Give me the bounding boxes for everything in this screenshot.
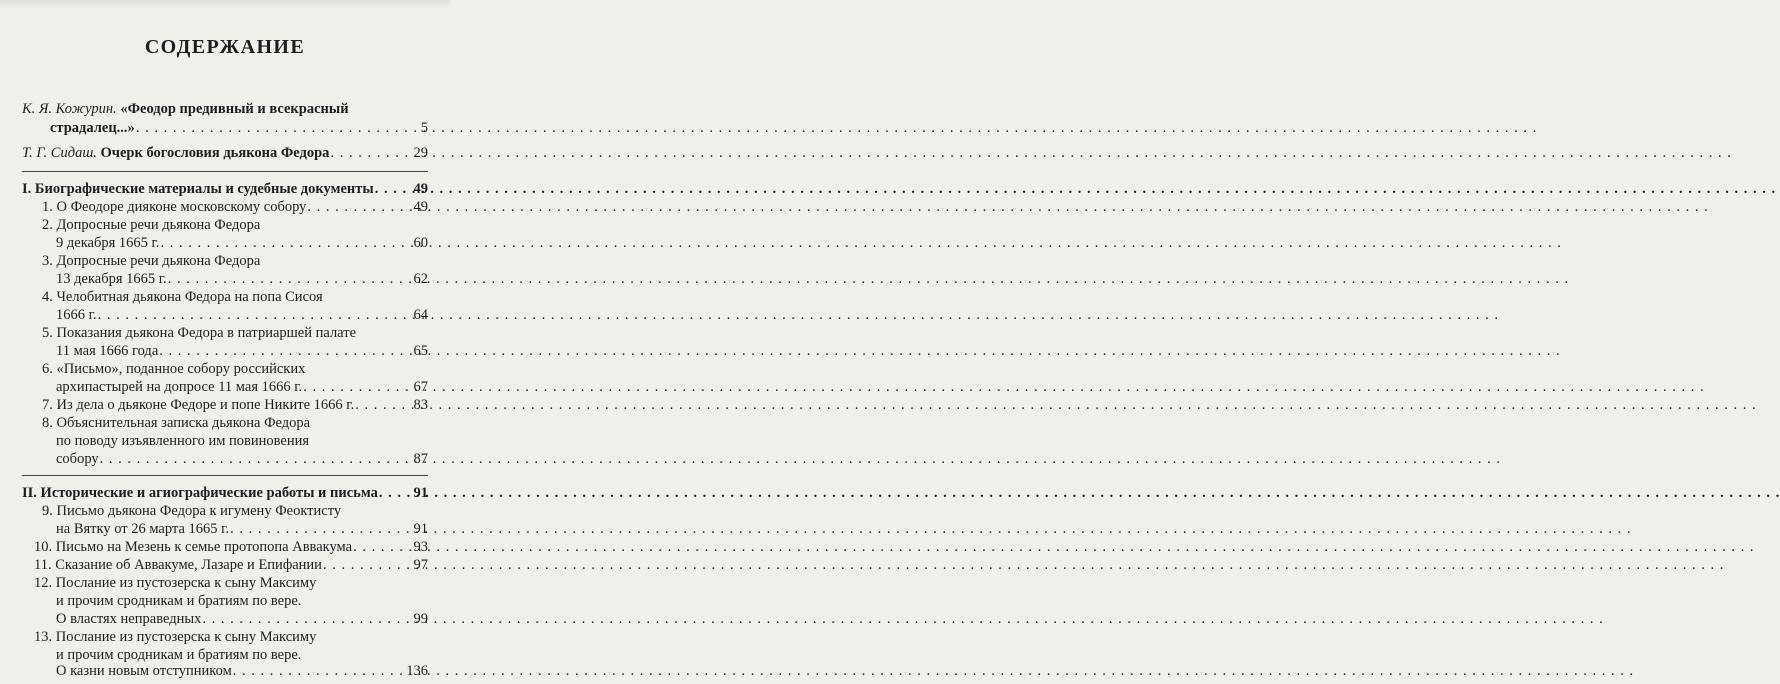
toc-item-13-line-2: и прочим сродникам и братиям по вере. xyxy=(56,647,302,663)
leader-dots xyxy=(159,342,412,360)
toc-item-6-line-2: архипастырей на допросе 11 мая 1666 г. . . . 67 xyxy=(56,378,428,396)
toc-item-9-line-1: 9. Письмо дьякона Федора к игумену Феоктисту xyxy=(42,503,342,519)
toc-item-7: 7. Из дела о дьяконе Федоре и попе Никите 1666 г. . . . 83 xyxy=(42,396,428,414)
toc-item-5-line-2: 11 мая 1666 года . . . 65 xyxy=(56,342,428,360)
book-page xyxy=(0,0,450,684)
page-number: 60 xyxy=(413,235,428,251)
toc-item-12-line-2: и прочим сродникам и братиям по вере. xyxy=(56,593,302,609)
toc-item-8-line-2: по поводу изъявленного им повиновения xyxy=(56,433,310,449)
toc-item-3-line-1: 3. Допросные речи дьякона Федора xyxy=(42,253,261,269)
toc-item-8-line-3: собору . . . 87 xyxy=(56,450,428,468)
intro-article-1-line-2: страдалец...» . . . 5 xyxy=(50,119,428,137)
page-number: 49 xyxy=(413,181,428,197)
intro-article-1-author: К. Я. Кожурин. xyxy=(22,101,117,117)
intro-article-1-title: «Феодор предивный и всекрасный xyxy=(120,101,349,117)
leader-dots xyxy=(307,198,412,216)
page-number: 136 xyxy=(406,663,428,679)
toc-item-9-line-2: на Вятку от 26 марта 1665 г. . . . 91 xyxy=(56,520,428,538)
page-number: 93 xyxy=(413,539,428,555)
intro-article-2-title: Очерк богословия дьякона Федора xyxy=(100,145,330,161)
page-number: 67 xyxy=(413,379,428,395)
section-divider xyxy=(22,475,428,476)
leader-dots xyxy=(353,538,412,556)
toc-item-4-line-2: 1666 г. . . . 64 xyxy=(56,306,428,324)
toc-item-2-line-2: 9 декабря 1665 г. . . . 60 xyxy=(56,234,428,252)
toc-item-5-line-1: 5. Показания дьякона Федора в патриаршей палате xyxy=(42,325,357,341)
page-number: 64 xyxy=(413,307,428,323)
page-number: 99 xyxy=(413,611,428,627)
page-number: 91 xyxy=(413,485,428,501)
toc-item-2-line-1: 2. Допросные речи дьякона Федора xyxy=(42,217,261,233)
toc-item-1: 1. О Феодоре дияконе московскому собору . . . 49 xyxy=(42,198,428,216)
leader-dots xyxy=(355,396,412,414)
page-number: 87 xyxy=(413,451,428,467)
page-number: 83 xyxy=(413,397,428,413)
page-number: 97 xyxy=(413,557,428,573)
part-1-title: I. Биографические материалы и судебные документы . . . 49 xyxy=(22,180,428,198)
toc-item-11: 11. Сказание об Аввакуме, Лазаре и Епифании . . . 97 xyxy=(34,556,428,574)
leader-dots xyxy=(160,234,412,252)
page-number: 62 xyxy=(413,271,428,287)
toc-item-13-line-1: 13. Послание из пустозерска к сыну Максиму xyxy=(34,629,317,645)
toc-item-12-line-3: О властях неправедных . . . 99 xyxy=(56,610,428,628)
leader-dots xyxy=(98,306,413,324)
toc-item-8-line-1: 8. Объяснительная записка дьякона Федора xyxy=(42,415,311,431)
page-heading: СОДЕРЖАНИЕ xyxy=(144,36,306,58)
intro-article-2 xyxy=(22,144,428,162)
toc-item-13-line-3: О казни новым отступником . . . 136 xyxy=(56,662,428,680)
page-number: 29 xyxy=(413,145,428,161)
leader-dots xyxy=(375,180,413,198)
toc-item-12-line-1: 12. Послание из пустозерска к сыну Максиму xyxy=(34,575,317,591)
intro-article-2-author: Т. Г. Сидаш. xyxy=(22,145,97,161)
leader-dots xyxy=(330,144,412,162)
page-number: 5 xyxy=(420,120,428,136)
intro-article-1-line-1 xyxy=(22,100,349,118)
toc-item-10: 10. Письмо на Мезень к семье протопопа Аввакума . . . 93 xyxy=(34,538,428,556)
leader-dots xyxy=(202,610,412,628)
leader-dots xyxy=(136,119,420,137)
leader-dots xyxy=(100,450,413,468)
toc-item-3-line-2: 13 декабря 1665 г. . . . 62 xyxy=(56,270,428,288)
leader-dots xyxy=(233,662,405,680)
page-number: 65 xyxy=(413,343,428,359)
previous-page-bleed xyxy=(0,0,450,8)
leader-dots xyxy=(323,556,413,574)
leader-dots xyxy=(379,484,413,502)
part-2-title: II. Исторические и агиографические работы и письма . . . 91 xyxy=(22,484,428,502)
page-number: 49 xyxy=(413,199,428,215)
page-number: 91 xyxy=(413,521,428,537)
leader-dots xyxy=(303,378,412,396)
toc-item-6-line-1: 6. «Письмо», поданное собору российских xyxy=(42,361,306,377)
toc-item-4-line-1: 4. Челобитная дьякона Федора на попа Сисоя xyxy=(42,289,323,305)
leader-dots xyxy=(168,270,413,288)
leader-dots xyxy=(230,520,412,538)
section-divider xyxy=(22,171,428,172)
